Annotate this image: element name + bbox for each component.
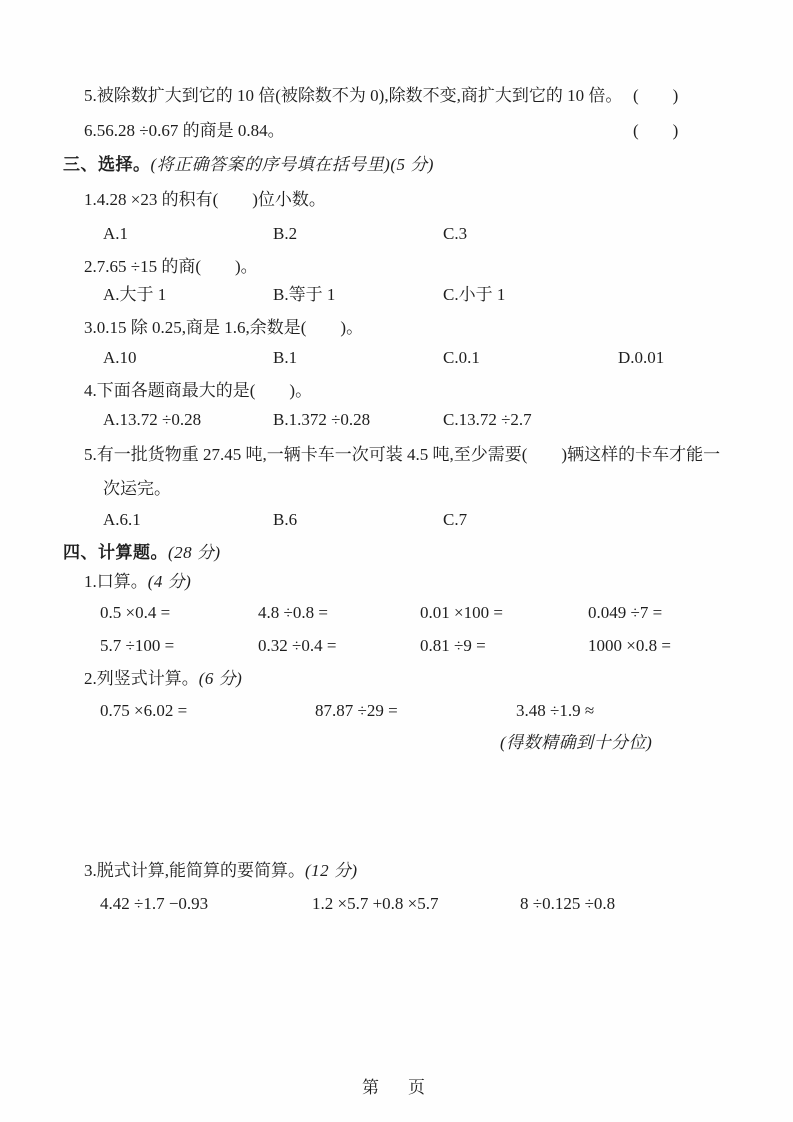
section-4-score: (28 分) bbox=[168, 543, 221, 562]
written-calc-rounding-note: (得数精确到十分位) bbox=[500, 733, 653, 752]
choice-q4-option-b: B.1.372 ÷0.28 bbox=[273, 410, 371, 429]
choice-q4-option-c: C.13.72 ÷2.7 bbox=[443, 410, 532, 429]
oral-calc-heading bbox=[84, 571, 191, 593]
choice-q3-option-a: A.10 bbox=[103, 348, 137, 367]
written-expr-2: 87.87 ÷29 = bbox=[315, 701, 398, 720]
choice-q5-option-a: A.6.1 bbox=[103, 510, 141, 529]
oral-expr-7: 0.81 ÷9 = bbox=[420, 636, 486, 655]
offform-calc-score: (12 分) bbox=[305, 861, 358, 880]
section-3-score: (5 分) bbox=[390, 155, 434, 174]
oral-expr-2: 4.8 ÷0.8 = bbox=[258, 603, 328, 622]
section-4-title: 四、计算题。 bbox=[63, 543, 168, 562]
choice-q3-option-d: D.0.01 bbox=[618, 348, 665, 367]
oral-calc-score: (4 分) bbox=[147, 572, 192, 591]
offform-expr-2: 1.2 ×5.7 +0.8 ×5.7 bbox=[312, 894, 439, 913]
section-4-heading bbox=[63, 542, 221, 564]
section-3-title: 三、选择。 bbox=[63, 155, 151, 174]
judge-question-5: 5.被除数扩大到它的 10 倍(被除数不为 0),除数不变,商扩大到它的 10 倍。 bbox=[84, 86, 623, 105]
choice-q1-stem: 1.4.28 ×23 的积有( )位小数。 bbox=[84, 190, 326, 209]
choice-q2-option-c: C.小于 1 bbox=[443, 285, 506, 304]
choice-q5-stem-line1: 5.有一批货物重 27.45 吨,一辆卡车一次可装 4.5 吨,至少需要( )辆这样的卡车才能一 bbox=[84, 445, 721, 464]
oral-expr-5: 5.7 ÷100 = bbox=[100, 636, 175, 655]
choice-q4-stem: 4.下面各题商最大的是( )。 bbox=[84, 381, 313, 400]
offform-expr-1: 4.42 ÷1.7 −0.93 bbox=[100, 894, 209, 913]
choice-q1-option-c: C.3 bbox=[443, 224, 468, 243]
choice-q3-option-c: C.0.1 bbox=[443, 348, 480, 367]
section-3-instruction: (将正确答案的序号填在括号里) bbox=[150, 155, 391, 174]
written-expr-1: 0.75 ×6.02 = bbox=[100, 701, 188, 720]
page-footer: 第 页 bbox=[362, 1078, 431, 1097]
oral-calc-title: 1.口算。 bbox=[84, 572, 148, 591]
section-3-heading bbox=[63, 154, 434, 176]
choice-q3-stem: 3.0.15 除 0.25,商是 1.6,余数是( )。 bbox=[84, 318, 364, 337]
judge-question-6-answer-bracket: ( ) bbox=[633, 121, 679, 140]
judge-question-5-answer-bracket: ( ) bbox=[633, 86, 679, 105]
choice-q2-option-a: A.大于 1 bbox=[103, 285, 167, 304]
choice-q3-option-b: B.1 bbox=[273, 348, 298, 367]
choice-q2-option-b: B.等于 1 bbox=[273, 285, 336, 304]
offform-calc-heading bbox=[84, 860, 358, 882]
choice-q4-option-a: A.13.72 ÷0.28 bbox=[103, 410, 202, 429]
choice-q2-stem: 2.7.65 ÷15 的商( )。 bbox=[84, 257, 258, 276]
judge-question-6: 6.56.28 ÷0.67 的商是 0.84。 bbox=[84, 121, 285, 140]
oral-expr-3: 0.01 ×100 = bbox=[420, 603, 503, 622]
offform-expr-3: 8 ÷0.125 ÷0.8 bbox=[520, 894, 616, 913]
offform-calc-title: 3.脱式计算,能简算的要简算。 bbox=[84, 861, 305, 880]
oral-expr-8: 1000 ×0.8 = bbox=[588, 636, 671, 655]
oral-expr-4: 0.049 ÷7 = bbox=[588, 603, 663, 622]
choice-q5-stem-line2: 次运完。 bbox=[103, 479, 171, 498]
written-calc-score: (6 分) bbox=[198, 669, 243, 688]
choice-q5-option-b: B.6 bbox=[273, 510, 298, 529]
choice-q1-option-a: A.1 bbox=[103, 224, 129, 243]
written-calc-heading bbox=[84, 668, 242, 690]
oral-expr-6: 0.32 ÷0.4 = bbox=[258, 636, 337, 655]
oral-expr-1: 0.5 ×0.4 = bbox=[100, 603, 171, 622]
choice-q1-option-b: B.2 bbox=[273, 224, 298, 243]
written-calc-title: 2.列竖式计算。 bbox=[84, 669, 199, 688]
written-expr-3: 3.48 ÷1.9 ≈ bbox=[516, 701, 595, 720]
choice-q5-option-c: C.7 bbox=[443, 510, 468, 529]
